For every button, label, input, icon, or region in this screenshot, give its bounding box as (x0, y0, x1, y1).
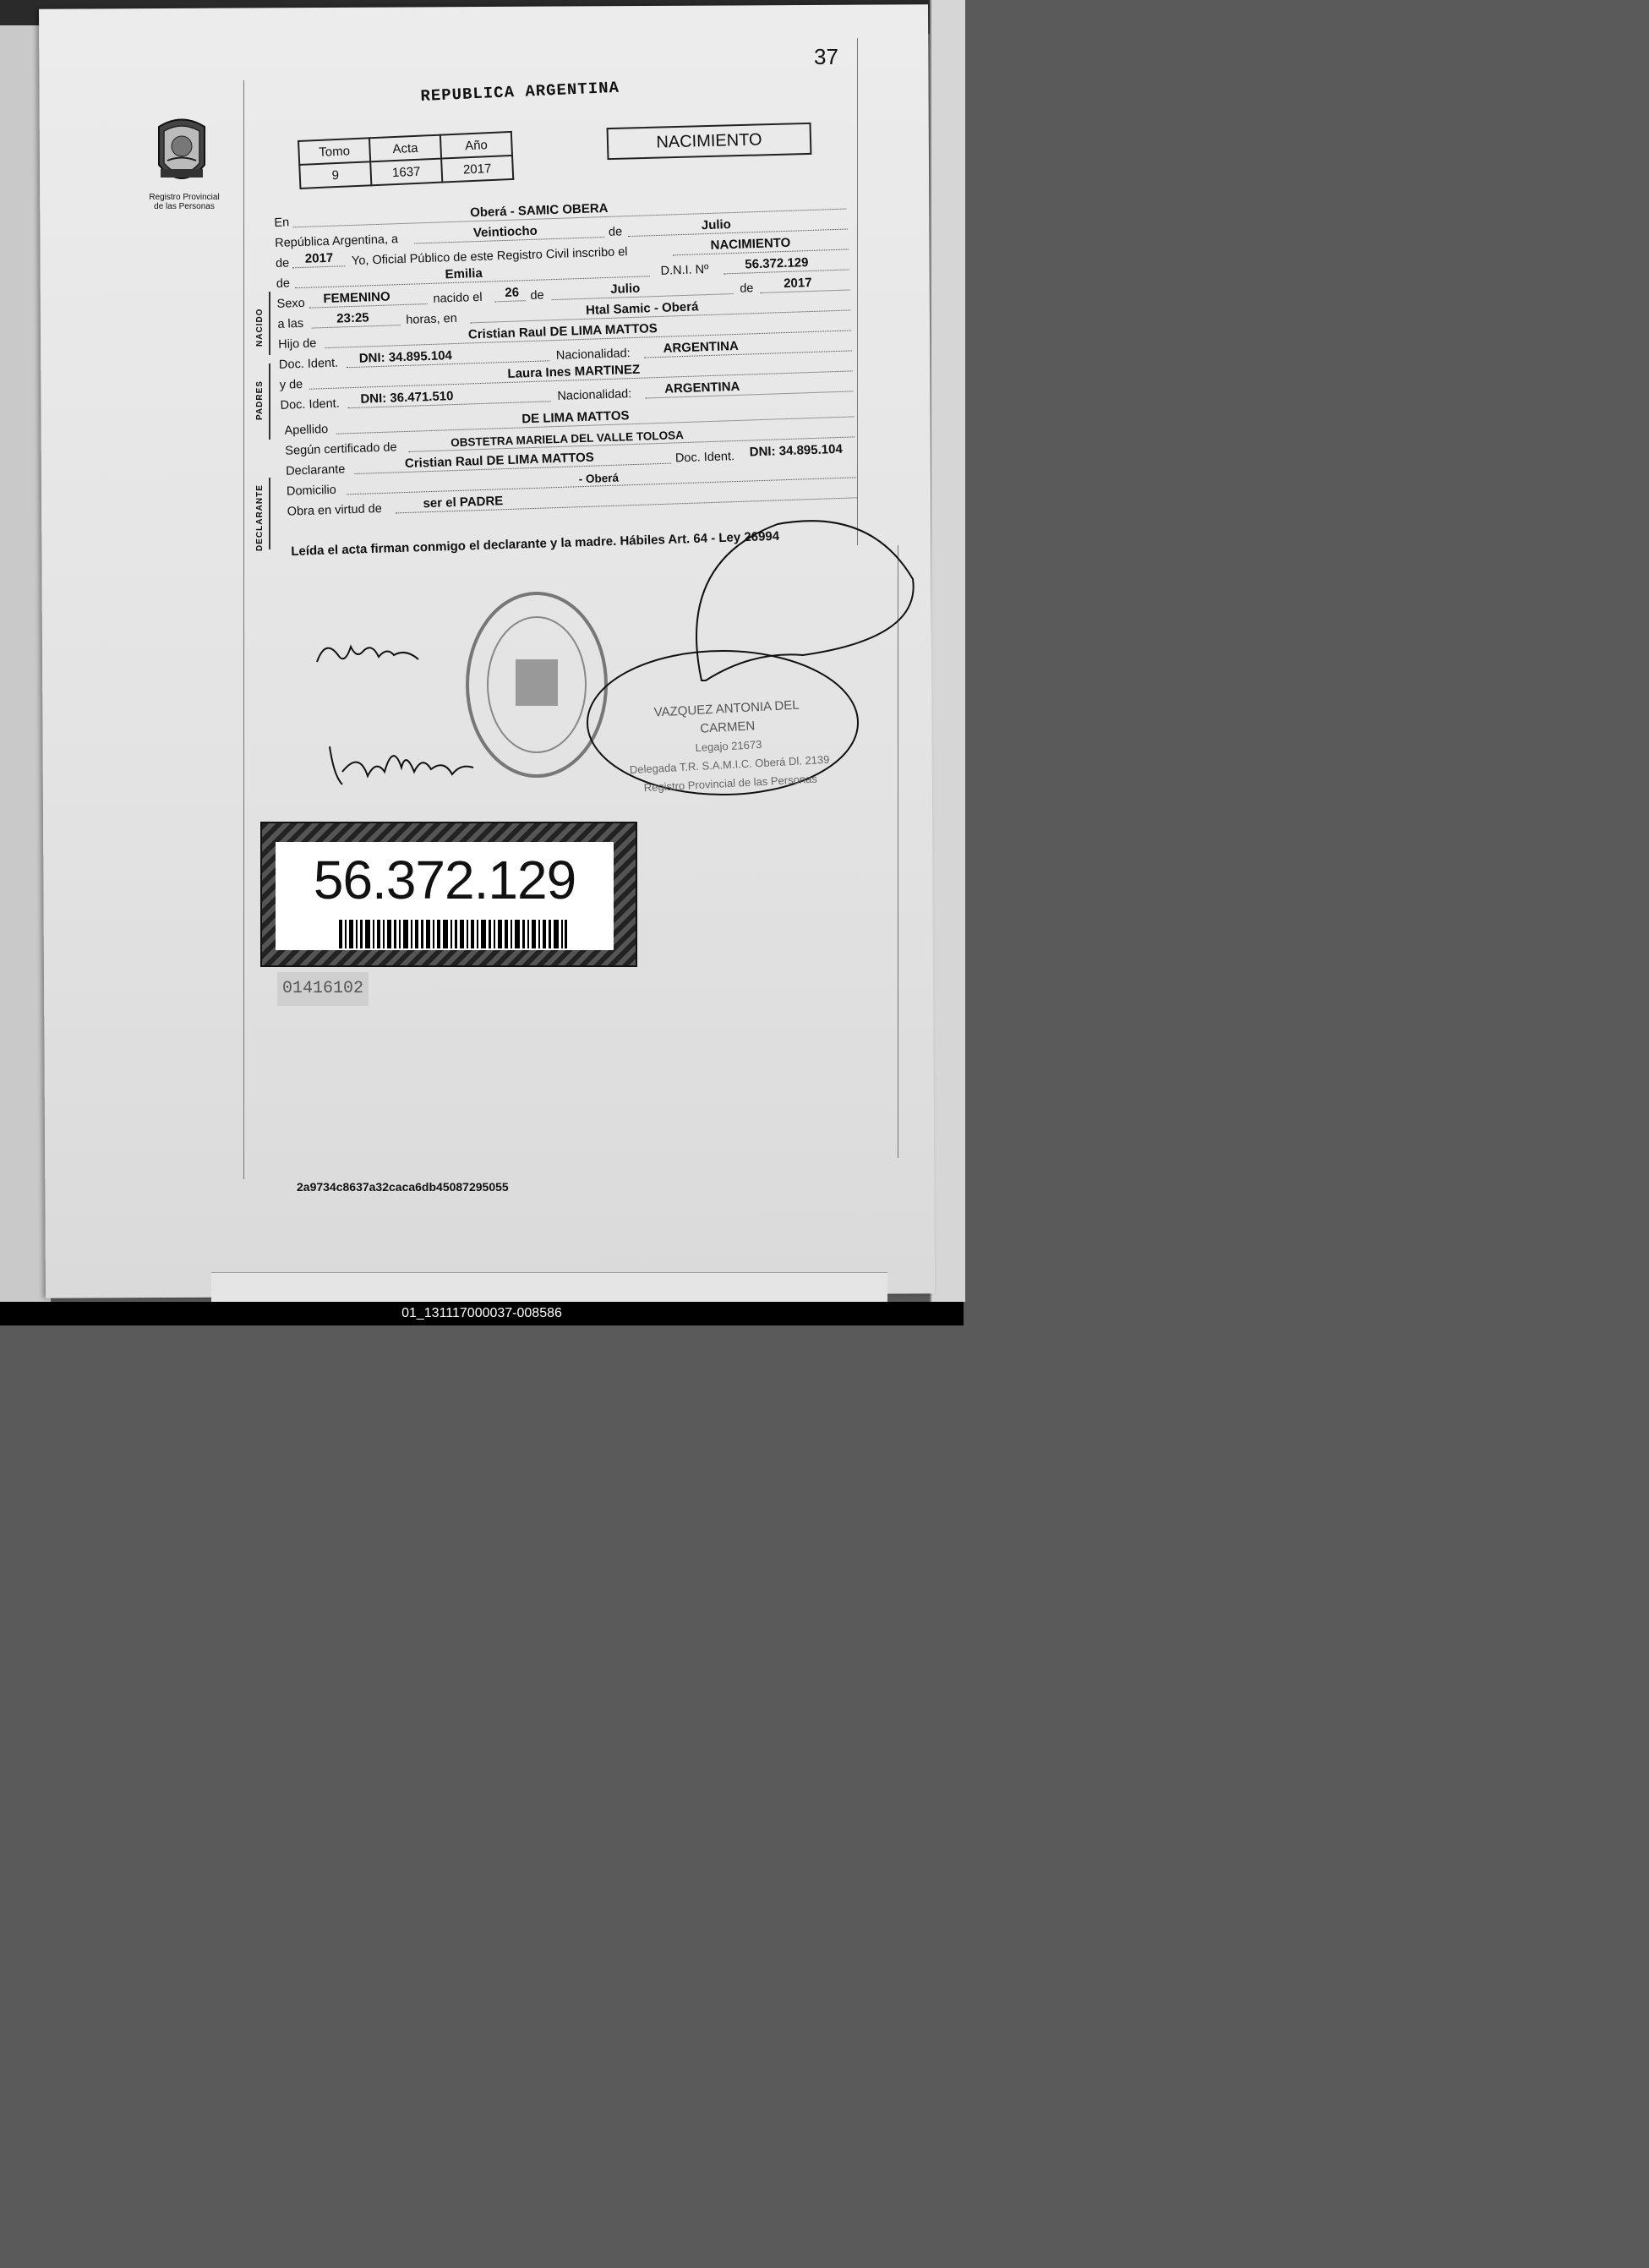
value-certificate: OBSTETRA MARIELA DEL VALLE TOLOSA (450, 429, 685, 450)
value-month: Julio (701, 217, 732, 233)
official-role: Delegada T.R. S.A.M.I.C. Oberá Dl. 2139 (629, 752, 830, 777)
country-title: REPUBLICA ARGENTINA (420, 78, 620, 106)
value-declarant: Cristian Raul DE LIMA MATTOS (404, 450, 595, 472)
value-father-doc: DNI: 34.895.104 (358, 348, 453, 366)
value-place: Oberá - SAMIC OBERA (469, 200, 609, 221)
section-label-padres: PADRES (255, 380, 265, 420)
value-surname: DE LIMA MATTOS (521, 408, 630, 427)
dotted-line (292, 265, 345, 268)
section-bar-declarante (269, 478, 270, 549)
registry-label-line-1: Registro Provincial (149, 193, 220, 202)
registry-label (142, 193, 227, 211)
label-nacido: nacido el (433, 290, 483, 306)
dotted-line (495, 300, 526, 302)
label-dni: D.N.I. Nº (660, 262, 709, 278)
value-mother-nationality: ARGENTINA (663, 379, 740, 396)
label-obra: Obra en virtud de (287, 501, 383, 519)
official-registry: Registro Provincial de las Personas (643, 772, 818, 795)
value-year: 2017 (304, 250, 334, 266)
label-en: En (274, 216, 290, 230)
value-ano: 2017 (441, 156, 513, 183)
label-declarante: Declarante (285, 462, 346, 478)
legal-text: Leída el acta firman conmigo el declarante y la madre. Hábiles Art. 64 - Ley 26994 (291, 528, 780, 559)
value-day-words: Veintiocho (472, 223, 538, 241)
value-birth-year: 2017 (783, 275, 812, 292)
value-acta: 1637 (370, 159, 442, 186)
label-nacionalidad: Nacionalidad: (557, 387, 632, 403)
label-de: de (608, 225, 623, 239)
header-tomo: Tomo (298, 138, 370, 165)
footer-file-id: 01_131117000037-008586 (0, 1302, 964, 1325)
value-domicile: - Oberá (578, 471, 620, 486)
adjacent-page (930, 0, 965, 1302)
label-domicilio: Domicilio (286, 483, 337, 499)
value-act-kind: NACIMIENTO (710, 235, 791, 253)
label-name-de: de (276, 276, 291, 291)
barcode-label (276, 842, 614, 950)
label-hijo: Hijo de (277, 336, 317, 352)
value-father-name: Cristian Raul DE LIMA MATTOS (467, 321, 658, 342)
left-margin-line (243, 80, 244, 1179)
label-de: de (275, 256, 290, 271)
official-stamp (625, 695, 832, 798)
label-oficial: Yo, Oficial Público de este Registro Civil inscribo el (351, 245, 628, 268)
label-certificado: Según certificado de (285, 440, 397, 458)
section-label-declarante: DECLARANTE (255, 484, 265, 551)
label-republica: República Argentina, a (274, 232, 399, 250)
section-bar-padres (269, 363, 270, 440)
document-hash: 2a9734c8637a32caca6db45087295055 (297, 1180, 509, 1194)
control-number: 01416102 (277, 972, 369, 1006)
value-first-name: Emilia (445, 265, 483, 282)
official-name: VAZQUEZ ANTONIA DEL CARMEN (653, 697, 800, 736)
value-mother-name: Laura Ines MARTINEZ (507, 362, 641, 381)
value-birth-place: Htal Samic - Oberá (585, 299, 699, 318)
value-birth-day: 26 (505, 285, 520, 300)
header-ano: Año (440, 132, 512, 159)
value-dni: 56.372.129 (745, 255, 809, 272)
label-de: de (530, 288, 544, 303)
form-body (274, 192, 867, 521)
record-table (298, 131, 514, 189)
label-doc: Doc. Ident. (280, 396, 340, 413)
page-number: 37 (814, 44, 838, 69)
signature-declarant (313, 630, 423, 672)
label-y-de: y de (279, 377, 303, 392)
section-bar-nacido (269, 292, 270, 355)
lower-page-edge (211, 1272, 887, 1303)
value-declarant-doc: DNI: 34.895.104 (749, 441, 844, 460)
registry-label-line-2: de las Personas (154, 202, 215, 211)
label-horas: horas, en (406, 311, 458, 327)
value-father-nationality: ARGENTINA (663, 338, 740, 356)
value-mother-doc: DNI: 36.471.510 (360, 389, 454, 407)
label-sexo: Sexo (276, 296, 305, 311)
value-tomo: 9 (299, 161, 371, 189)
label-doc: Doc. Ident. (278, 356, 339, 372)
misiones-crest-icon (152, 114, 211, 194)
value-capacity: ser el PADRE (423, 494, 504, 511)
header-acta: Acta (369, 135, 441, 162)
section-label-nacido: NACIDO (255, 308, 265, 347)
value-birth-month: Julio (609, 281, 641, 297)
value-time: 23:25 (336, 310, 369, 326)
dni-barcode-sticker (260, 822, 637, 967)
value-sex: FEMENINO (323, 289, 390, 307)
barcode-number: 56.372.129 (313, 850, 576, 910)
act-type-box: NACIMIENTO (607, 123, 812, 160)
label-doc: Doc. Ident. (674, 450, 735, 466)
label-apellido: Apellido (284, 423, 329, 438)
official-legajo: Legajo 21673 (695, 737, 762, 755)
label-a-las: a las (277, 316, 304, 331)
barcode-icon (339, 920, 567, 948)
signature-mother (325, 734, 478, 793)
label-de: de (740, 281, 754, 296)
label-nacionalidad: Nacionalidad: (555, 347, 631, 363)
